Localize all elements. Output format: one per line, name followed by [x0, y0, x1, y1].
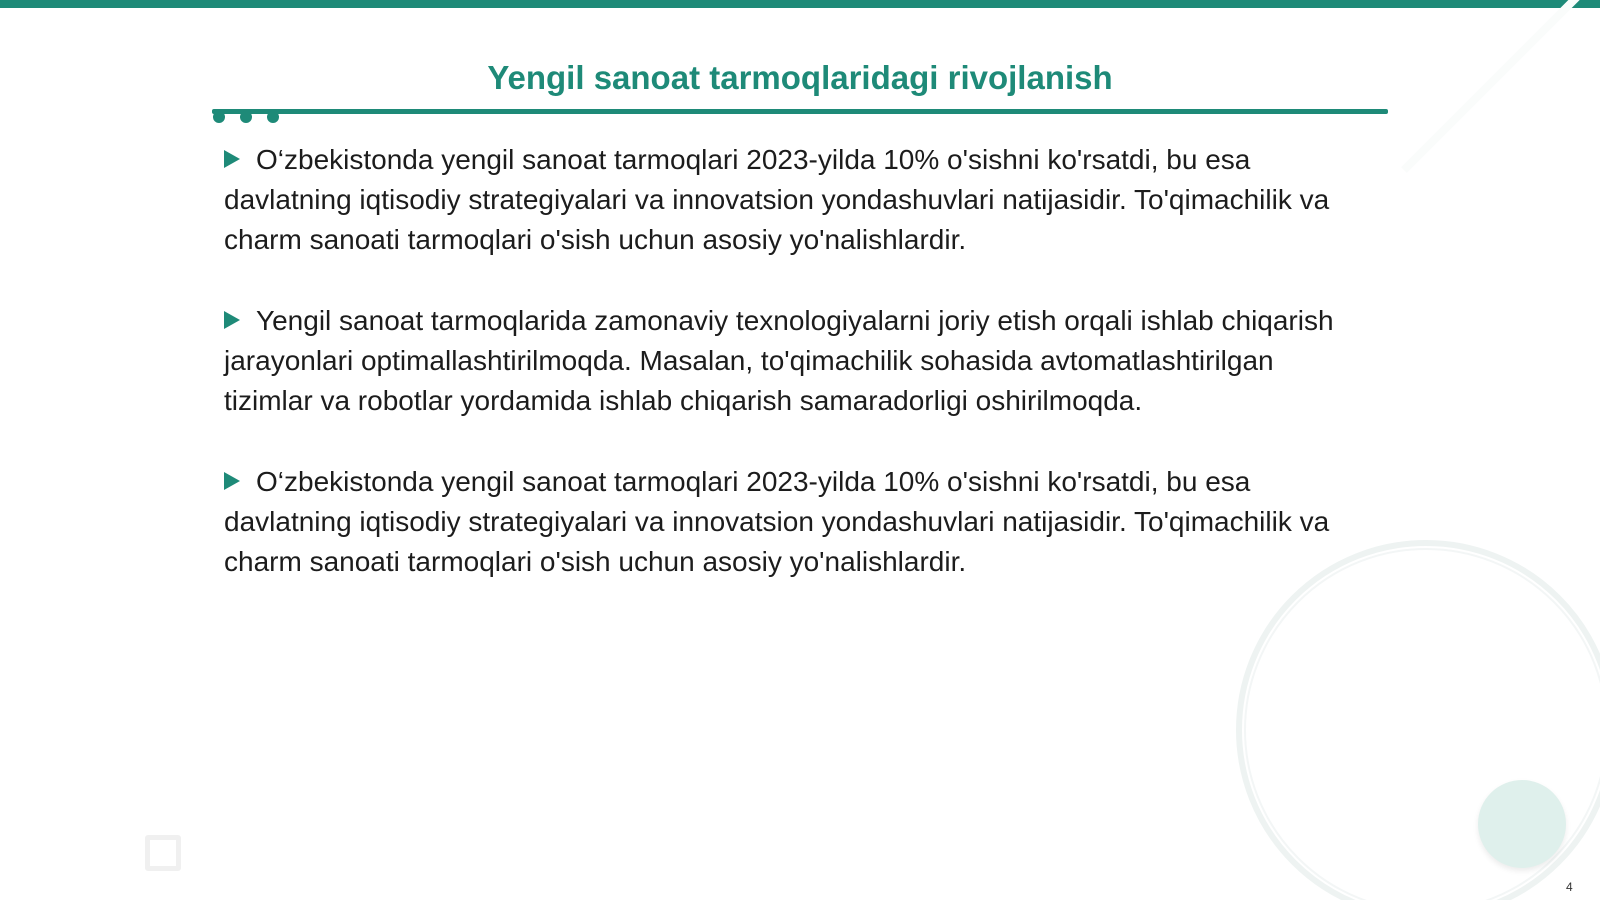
- bullet-item: [224, 462, 1354, 582]
- bullet-item: [224, 301, 1354, 421]
- decorative-diagonal-stripe: [1401, 0, 1600, 173]
- top-accent-bar: [0, 0, 1600, 8]
- bullet-text: Yengil sanoat tarmoqlarida zamonaviy texnologiyalarni joriy etish orqali ishlab chiqarish jarayonlari optimallashtirilmoqda. Masalan, to'qimachilik sohasida avtomatlashtirilgan tizimlar va robotlar yordamida ishlab chiqarish samaradorligi oshirilmoqda.: [224, 305, 1334, 416]
- decorative-dot: [240, 111, 252, 123]
- decorative-dot: [267, 111, 279, 123]
- decorative-circle: [1478, 780, 1566, 868]
- title-underline: [212, 109, 1388, 114]
- title-dots-decoration: [213, 111, 279, 123]
- bullet-item: [224, 140, 1354, 260]
- triangle-right-icon: [224, 150, 240, 168]
- bullet-list: [224, 140, 1354, 623]
- decorative-square: [145, 835, 181, 871]
- bullet-text: O‘zbekistonda yengil sanoat tarmoqlari 2023-yilda 10% o'sishni ko'rsatdi, bu esa davlatning iqtisodiy strategiyalari va innovatsion yondashuvlari natijasidir. To'qimachilik va charm sanoati tarmoqlari o'sish uchun asosiy yo'nalishlardir.: [224, 144, 1330, 255]
- decorative-dot: [213, 111, 225, 123]
- triangle-right-icon: [224, 311, 240, 329]
- bullet-text: O‘zbekistonda yengil sanoat tarmoqlari 2023-yilda 10% o'sishni ko'rsatdi, bu esa davlatning iqtisodiy strategiyalari va innovatsion yondashuvlari natijasidir. To'qimachilik va charm sanoati tarmoqlari o'sish uchun asosiy yo'nalishlardir.: [224, 466, 1330, 577]
- triangle-right-icon: [224, 472, 240, 490]
- page-number: 4: [1566, 880, 1573, 894]
- slide-title: Yengil sanoat tarmoqlaridagi rivojlanish: [487, 59, 1113, 96]
